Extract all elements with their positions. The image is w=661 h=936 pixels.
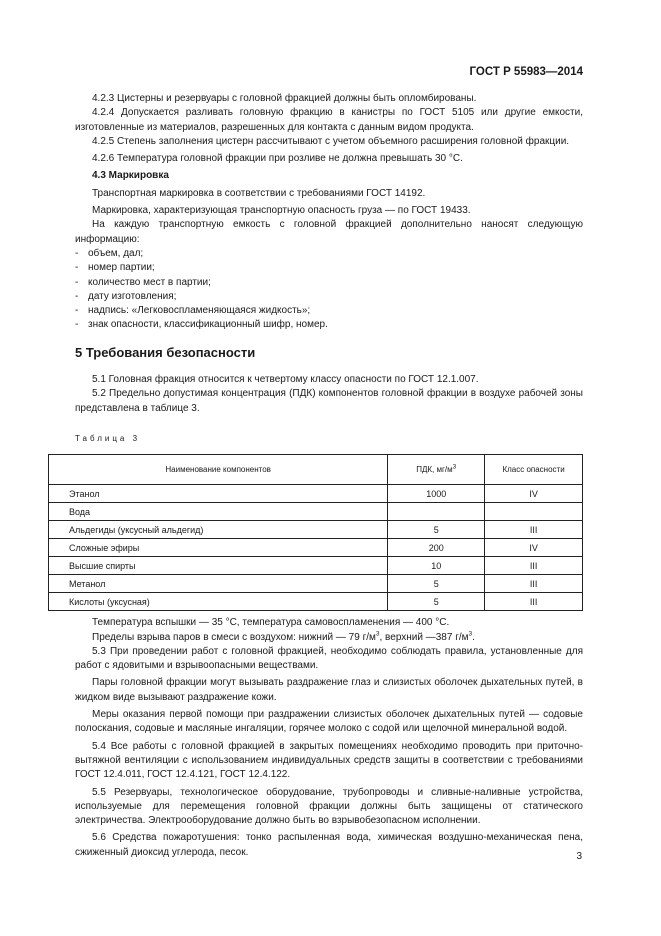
paragraph-explosion-limits: Пределы взрыва паров в смеси с воздухом: нижний — 79 $г/м^3$, верхний —387 $г/м^3$.	[92, 630, 475, 643]
header-class: Класс опасности	[485, 455, 583, 485]
list-item: - дату изготовления;	[75, 290, 177, 302]
table-row: Высшие спирты 10 III	[49, 557, 583, 575]
table-row: Сложные эфиры 200 IV	[49, 539, 583, 557]
table-row: Вода	[49, 503, 583, 521]
list-item: - знак опасности, классификационный шифр, номер.	[75, 319, 328, 331]
paragraph-5-5: 5.5 Резервуары, технологическое оборудование, трубопроводы и сливные-наливные устройства, используемые для перемещения головной фракции должны быть защищены от статического электричества. Электрооборудование должно быть во взрывобезопасном исполнении.	[75, 786, 583, 827]
header-component: Наименование компонентов	[49, 455, 388, 485]
standard-header: ГОСТ Р 55983—2014	[469, 66, 583, 78]
list-item: - надпись: «Легковоспламеняющаяся жидкость»;	[75, 305, 311, 317]
table-row: Кислоты (уксусная) 5 III	[49, 593, 583, 611]
section-4-3-title: 4.3 Маркировка	[92, 170, 169, 182]
page-content	[69, 92, 583, 860]
table-header-row	[49, 455, 583, 485]
table-row: Альдегиды (уксусный альдегид) 5 III	[49, 521, 583, 539]
paragraph-marking-3: На каждую транспортную емкость с головной фракцией дополнительно наносят следующую информацию:	[75, 219, 583, 245]
paragraph-5-4: 5.4 Все работы с головной фракцией в закрытых помещениях необходимо проводить при приточно-вытяжной вентиляции с использованием индивидуальных средств защиты в соответствии с требованиями ГОСТ 12.4.011, ГОСТ 12.4.121, ГОСТ 12.4.122.	[75, 740, 583, 781]
paragraph-5-1: 5.1 Головная фракция относится к четвертому классу опасности по ГОСТ 12.1.007.	[92, 374, 479, 386]
paragraph-first-aid: Меры оказания первой помощи при раздражении слизистых оболочек дыхательных путей — содовые полоскания, содовые и масляные ингаляции, горячее молоко с содой или щелочной минеральной водой.	[75, 709, 583, 735]
list-item: - объем, дал;	[75, 247, 144, 259]
paragraph-flash-point: Температура вспышки — 35 °С, температура самовоспламенения — 400 °С.	[92, 617, 450, 629]
paragraph-vapors: Пары головной фракции могут вызывать раздражение глаз и слизистых оболочек дыхательных путей, в жидком виде вызывают раздражение кожи.	[75, 677, 583, 703]
table-row: Этанол 1000 IV	[49, 485, 583, 503]
page-number: 3	[576, 851, 582, 862]
paragraph-marking-1: Транспортная маркировка в соответствии с требованиями ГОСТ 14192.	[92, 187, 426, 199]
paragraph-4-2-6: 4.2.6 Температура головной фракции при розливе не должна превышать 30 °С.	[92, 153, 463, 165]
paragraph-4-2-3: 4.2.3 Цистерны и резервуары с головной фракцией должны быть опломбированы.	[92, 93, 477, 104]
paragraph-marking-2: Маркировка, характеризующая транспортную опасность груза — по ГОСТ 19433.	[92, 205, 471, 217]
paragraph-5-3: 5.3 При проведении работ с головной фракцией, необходимо соблюдать правила, установленные для работ с ядовитыми и взрывоопасными веществами.	[75, 645, 583, 672]
table-caption: Таблица 3	[75, 433, 141, 443]
list-item: - количество мест в партии;	[75, 276, 211, 288]
paragraph-5-6: 5.6 Средства пожаротушения: тонко распыленная вода, химическая воздушно-механическая пена, сжиженный диоксид углерода, песок.	[75, 832, 583, 858]
header-pdk: ПДК, $мг/м^3$	[388, 455, 485, 485]
section-5-title: 5 Требования безопасности	[75, 344, 256, 360]
paragraph-4-2-4: 4.2.4 Допускается разливать головную фракцию в канистры по ГОСТ 5105 или другие емкости, изготовленные из материалов, разрешенных для контакта с данным видом продукта.	[75, 107, 583, 133]
paragraph-5-2: 5.2 Предельно допустимая концентрация (ПДК) компонентов головной фракции в воздухе рабочей зоны представлена в таблице 3.	[75, 388, 583, 414]
table-row: Метанол 5 III	[49, 575, 583, 593]
paragraph-4-2-5: 4.2.5 Степень заполнения цистерн рассчитывают с учетом объемного расширения головной фракции.	[92, 135, 570, 147]
table-3	[48, 454, 583, 611]
list-item: - номер партии;	[75, 262, 155, 274]
